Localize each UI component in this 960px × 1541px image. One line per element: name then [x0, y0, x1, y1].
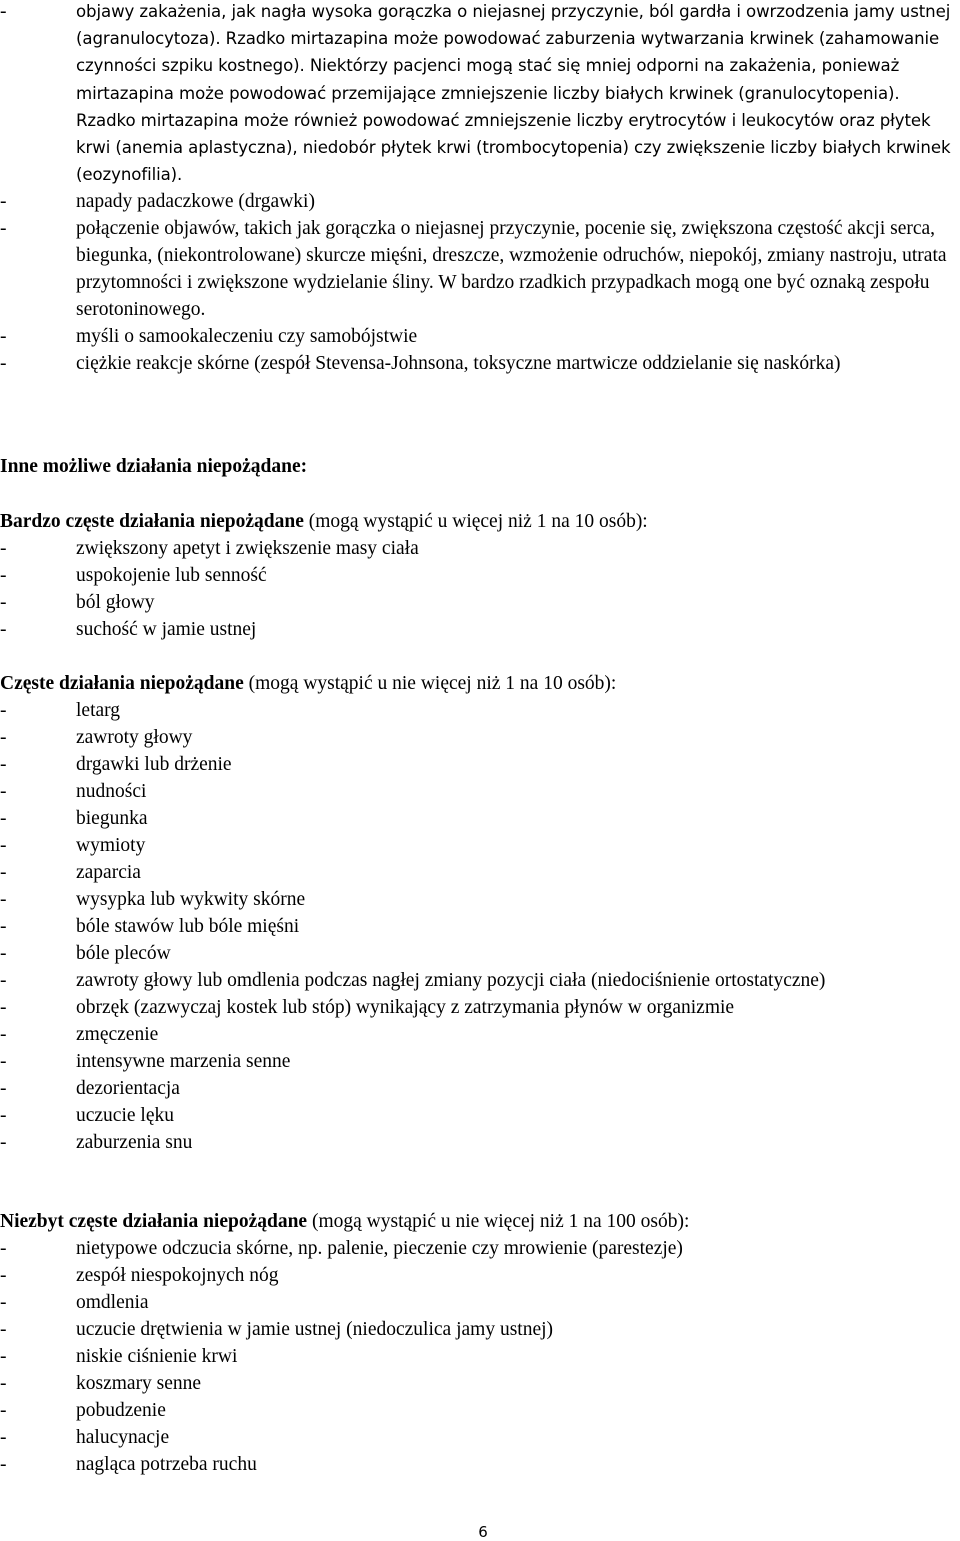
- list-item: [0, 1289, 960, 1316]
- section-heading-rest: (mogą wystąpić u więcej niż 1 na 10 osób):: [303, 511, 648, 532]
- page-number: 6: [478, 1523, 488, 1541]
- list-dash: -: [0, 754, 7, 775]
- list-item: [0, 1075, 960, 1102]
- list-item-text: suchość w jamie ustnej: [76, 619, 257, 640]
- list-dash: -: [0, 700, 7, 721]
- list-item-text: ból głowy: [76, 592, 155, 613]
- list-item-text: dezorientacja: [76, 1078, 180, 1099]
- list-dash: -: [0, 592, 7, 613]
- list-dash: -: [0, 326, 7, 348]
- list-item-text: zespół niespokojnych nóg: [76, 1265, 279, 1286]
- list-item-text: nagląca potrzeba ruchu: [76, 1454, 257, 1475]
- list-dash: -: [0, 808, 7, 829]
- list-dash: -: [0, 1051, 7, 1072]
- list-item-text: letarg: [76, 700, 121, 721]
- list-dash: -: [0, 191, 7, 213]
- list-item-text: uczucie drętwienia w jamie ustnej (niedoczulica jamy ustnej): [76, 1319, 554, 1340]
- list-dash: -: [0, 538, 7, 559]
- list-item-text: biegunka: [76, 808, 148, 829]
- section-heading-bold: Częste działania niepożądane: [0, 673, 244, 694]
- list-dash: -: [0, 218, 7, 240]
- list-dash: -: [0, 781, 7, 802]
- list-item-text: koszmary senne: [76, 1373, 202, 1394]
- list-item: [0, 805, 960, 832]
- section-heading-bold: Niezbyt częste działania niepożądane: [0, 1211, 308, 1232]
- list-dash: -: [0, 1400, 7, 1421]
- list-item: [0, 751, 960, 778]
- list-item-text: pobudzenie: [76, 1400, 166, 1421]
- list-item-text: bóle pleców: [76, 943, 171, 964]
- list-item: [0, 1370, 960, 1397]
- common-section: [0, 670, 960, 1156]
- list-item-text: halucynacje: [76, 1427, 170, 1448]
- list-item: [0, 0, 960, 188]
- list-item: [0, 215, 960, 323]
- list-item: [0, 188, 960, 215]
- list-item-text: zwiększony apetyt i zwiększenie masy ciała: [76, 538, 419, 559]
- list-item-text: wymioty: [76, 835, 146, 856]
- list-item-text: zaburzenia snu: [76, 1132, 193, 1153]
- list-item: [0, 589, 960, 616]
- list-item-text: uczucie lęku: [76, 1105, 174, 1126]
- section-heading-rest: (mogą wystąpić u nie więcej niż 1 na 100 osób):: [307, 1211, 690, 1232]
- list-dash: -: [0, 1078, 7, 1099]
- list-item: [0, 778, 960, 805]
- list-dash: -: [0, 1454, 7, 1475]
- list-item: [0, 1424, 960, 1451]
- list-dash: -: [0, 1346, 7, 1367]
- list-item: [0, 535, 960, 562]
- list-dash: -: [0, 1, 7, 22]
- section-items: [0, 697, 960, 1156]
- list-item: [0, 1021, 960, 1048]
- list-item-text: objawy zakażenia, jak nagła wysoka gorączka o niejasnej przyczynie, ból gardła i owrzodzenia jamy ustnej (agranulocytoza). Rzadko mirtazapina może powodować zaburzenia wytwarzania krwinek (zahamowanie czynności szpiku kostnego). Niektórzy pacjenci mogą stać się mniej odporni na zakażenia, ponieważ mirtazapina może powodować przemijające zmniejszenie liczby białych krwinek (granulocytopenia). Rzadko mirtazapina może również powodować zmniejszenie liczby erytrocytów i leukocytów oraz płytek krwi (anemia aplastyczna), niedobór płytek krwi (trombocytopenia) czy zwiększenie liczby białych krwinek (eozynofilia).: [76, 2, 951, 185]
- list-item-text: zawroty głowy lub omdlenia podczas nagłej zmiany pozycji ciała (niedociśnienie ortostatyczne): [76, 970, 826, 991]
- section-heading: [0, 1208, 960, 1235]
- list-item: [0, 886, 960, 913]
- list-item-text: zaparcia: [76, 862, 141, 883]
- list-dash: -: [0, 1292, 7, 1313]
- list-dash: -: [0, 943, 7, 964]
- section-heading: [0, 670, 960, 697]
- list-dash: -: [0, 565, 7, 586]
- list-item: [0, 1397, 960, 1424]
- list-item-text: wysypka lub wykwity skórne: [76, 889, 306, 910]
- list-item: [0, 1451, 960, 1478]
- list-dash: -: [0, 997, 7, 1018]
- list-item: [0, 562, 960, 589]
- list-item-text: obrzęk (zazwyczaj kostek lub stóp) wynikający z zatrzymania płynów w organizmie: [76, 997, 735, 1018]
- list-item-text: uspokojenie lub senność: [76, 565, 267, 586]
- list-dash: -: [0, 1024, 7, 1045]
- list-item: [0, 1316, 960, 1343]
- list-item: [0, 1262, 960, 1289]
- list-item: [0, 859, 960, 886]
- list-item-text: połączenie objawów, takich jak gorączka o niejasnej przyczynie, pocenie się, zwiększona częstość akcji serca, biegunka, (niekontrolowane) skurcze mięśni, dreszcze, wzmożenie odruchów, niepokój, zmiany nastroju, utrata przytomności i zwiększone wydzielanie śliny. W bardzo rzadkich przypadkach mogą one być oznaką zespołu serotoninowego.: [76, 218, 947, 321]
- list-item: [0, 1235, 960, 1262]
- section-items: [0, 1235, 960, 1478]
- list-item-text: nudności: [76, 781, 147, 802]
- list-dash: -: [0, 727, 7, 748]
- list-dash: -: [0, 862, 7, 883]
- other-effects-heading: Inne możliwe działania niepożądane:: [0, 456, 308, 477]
- list-item: [0, 323, 960, 350]
- list-item-text: drgawki lub drżenie: [76, 754, 232, 775]
- section-items: [0, 535, 960, 643]
- list-dash: -: [0, 1238, 7, 1259]
- list-dash: -: [0, 1319, 7, 1340]
- list-item: [0, 940, 960, 967]
- list-dash: -: [0, 1373, 7, 1394]
- list-item-text: ciężkie reakcje skórne (zespół Stevensa-Johnsona, toksyczne martwicze oddzielanie się naskórka): [76, 353, 841, 375]
- list-item-text: niskie ciśnienie krwi: [76, 1346, 238, 1367]
- list-item: [0, 350, 960, 377]
- list-item: [0, 616, 960, 643]
- section-heading-rest: (mogą wystąpić u nie więcej niż 1 na 10 osób):: [243, 673, 617, 694]
- list-dash: -: [0, 1105, 7, 1126]
- list-item: [0, 832, 960, 859]
- uncommon-section: [0, 1208, 960, 1478]
- list-item-text: zawroty głowy: [76, 727, 193, 748]
- list-dash: -: [0, 916, 7, 937]
- list-dash: -: [0, 1427, 7, 1448]
- list-item: [0, 1129, 960, 1156]
- list-dash: -: [0, 1265, 7, 1286]
- list-item: [0, 1048, 960, 1075]
- list-dash: -: [0, 353, 7, 375]
- list-item: [0, 1102, 960, 1129]
- section-heading-bold: Bardzo częste działania niepożądane: [0, 511, 304, 532]
- list-item: [0, 724, 960, 751]
- section-heading: [0, 508, 960, 535]
- list-item: [0, 994, 960, 1021]
- list-item-text: zmęczenie: [76, 1024, 159, 1045]
- list-item-text: omdlenia: [76, 1292, 149, 1313]
- list-dash: -: [0, 970, 7, 991]
- very-common-section: [0, 508, 960, 643]
- list-item-text: intensywne marzenia senne: [76, 1051, 291, 1072]
- list-item-text: napady padaczkowe (drgawki): [76, 191, 315, 213]
- list-item: [0, 967, 960, 994]
- list-item: [0, 697, 960, 724]
- list-dash: -: [0, 1132, 7, 1153]
- list-dash: -: [0, 835, 7, 856]
- list-item-text: myśli o samookaleczeniu czy samobójstwie: [76, 326, 418, 348]
- list-item-text: nietypowe odczucia skórne, np. palenie, pieczenie czy mrowienie (parestezje): [76, 1238, 683, 1259]
- list-item-text: bóle stawów lub bóle mięśni: [76, 916, 300, 937]
- list-dash: -: [0, 619, 7, 640]
- list-item: [0, 913, 960, 940]
- list-dash: -: [0, 889, 7, 910]
- list-item: [0, 1343, 960, 1370]
- serious-effects-list: [0, 0, 960, 377]
